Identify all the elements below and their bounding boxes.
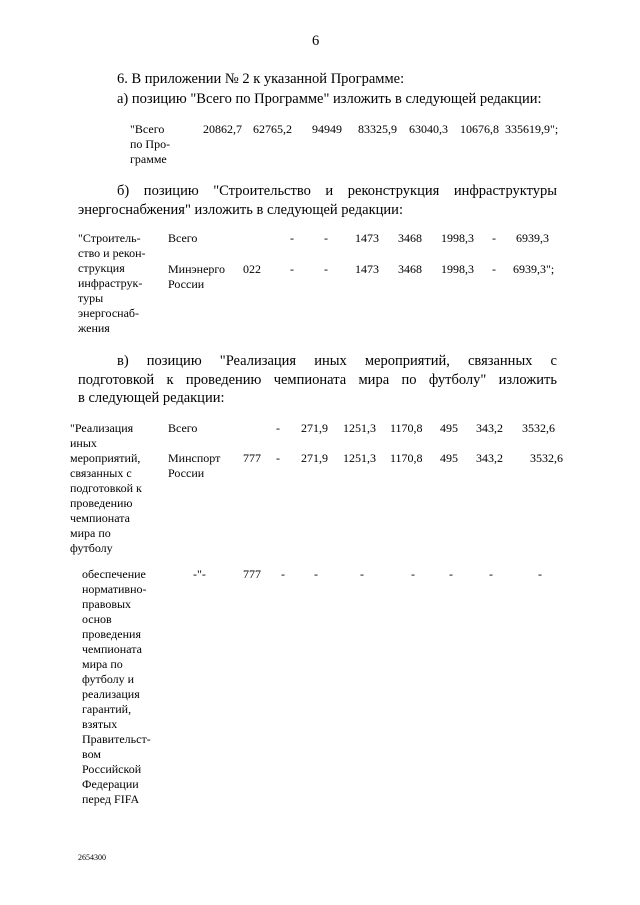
b-row1-value-5: 1998,3 [441, 231, 474, 245]
b-row1-value-7: 6939,3 [516, 231, 549, 245]
c-sub-label: обеспечение нормативно- правовых основ проведения чемпионата мира по футболу и реализация гарантий, взятых Правительст- вом Российской Федерации перед FIFA [82, 567, 151, 806]
c-row2-value-1: - [276, 451, 280, 465]
c-row1-value-4: 1170,8 [390, 421, 423, 435]
c-sub-value-6: - [489, 567, 493, 581]
c-sub-value-3: - [360, 567, 364, 581]
c-row1-value-5: 495 [440, 421, 458, 435]
footer-code: 2654300 [78, 853, 106, 862]
a-value-5: 63040,3 [409, 122, 448, 136]
b-row1-value-2: - [324, 231, 328, 245]
item-b-text-line2: энергоснабжения" изложить в следующей редакции: [78, 202, 403, 218]
item-b-text-line1: б) позицию "Строительство и реконструкция инфраструктуры [117, 183, 557, 199]
b-row1-executor: Всего [168, 231, 198, 245]
b-row1-value-3: 1473 [355, 231, 379, 245]
c-row2-value-6: 343,2 [476, 451, 503, 465]
a-value-7: 335619,9"; [505, 122, 559, 136]
b-row1-value-1: - [290, 231, 294, 245]
a-value-2: 62765,2 [253, 122, 292, 136]
a-value-3: 94949 [312, 122, 342, 136]
page-number: 6 [312, 33, 320, 49]
a-value-6: 10676,8 [460, 122, 499, 136]
b-row2-value-1: - [290, 262, 294, 276]
c-row2-value-7: 3532,6 [530, 451, 563, 465]
c-row2-value-2: 271,9 [301, 451, 328, 465]
c-sub-code: 777 [243, 567, 261, 581]
c-sub-value-5: - [449, 567, 453, 581]
c-row2-value-3: 1251,3 [343, 451, 376, 465]
c-sub-value-7: - [538, 567, 542, 581]
b-row2-executor: Минэнерго России [168, 262, 226, 291]
c-row1-value-7: 3532,6 [522, 421, 555, 435]
c-row1-value-1: - [276, 421, 280, 435]
b-row2-value-6: - [492, 262, 496, 276]
b-row2-value-5: 1998,3 [441, 262, 474, 276]
c-sub-value-4: - [411, 567, 415, 581]
c-row2-value-4: 1170,8 [390, 451, 423, 465]
c-row1-value-6: 343,2 [476, 421, 503, 435]
item-c-text-line2: подготовкой к проведению чемпионата мира по футболу" изложить [78, 372, 557, 388]
c-sub-value-2: - [314, 567, 318, 581]
c-row2-executor: Минспорт России [168, 451, 221, 480]
c-row1-value-3: 1251,3 [343, 421, 376, 435]
b-row1-value-4: 3468 [398, 231, 422, 245]
a-value-4: 83325,9 [358, 122, 397, 136]
b-row2-value-3: 1473 [355, 262, 379, 276]
a-value-1: 20862,7 [203, 122, 242, 136]
c-sub-value-1: - [281, 567, 285, 581]
b-row2-value-2: - [324, 262, 328, 276]
b-row2-code: 022 [243, 262, 261, 276]
c-row2-code: 777 [243, 451, 261, 465]
c-sub-executor: -"- [193, 567, 206, 581]
c-row1-executor: Всего [168, 421, 198, 435]
section-heading: 6. В приложении № 2 к указанной Программе: [117, 71, 405, 87]
b-row1-value-6: - [492, 231, 496, 245]
c-row1-value-2: 271,9 [301, 421, 328, 435]
b-row2-value-7: 6939,3"; [513, 262, 555, 276]
item-c-text-line3: в следующей редакции: [78, 390, 225, 406]
item-c-row-label: "Реализация иных мероприятий, связанных с подготовкой к проведению чемпионата мира по футболу [70, 421, 142, 555]
item-a-row-label: "Всего по Про- грамме [130, 122, 171, 166]
c-row2-value-5: 495 [440, 451, 458, 465]
item-a-text: а) позицию "Всего по Программе" изложить в следующей редакции: [117, 91, 542, 107]
item-c-text-line1: в) позицию "Реализация иных мероприятий, связанных с [117, 353, 557, 369]
item-b-row-label: "Строитель- ство и рекон- струкция инфраструк- туры энергоснаб- жения [78, 231, 146, 335]
b-row2-value-4: 3468 [398, 262, 422, 276]
